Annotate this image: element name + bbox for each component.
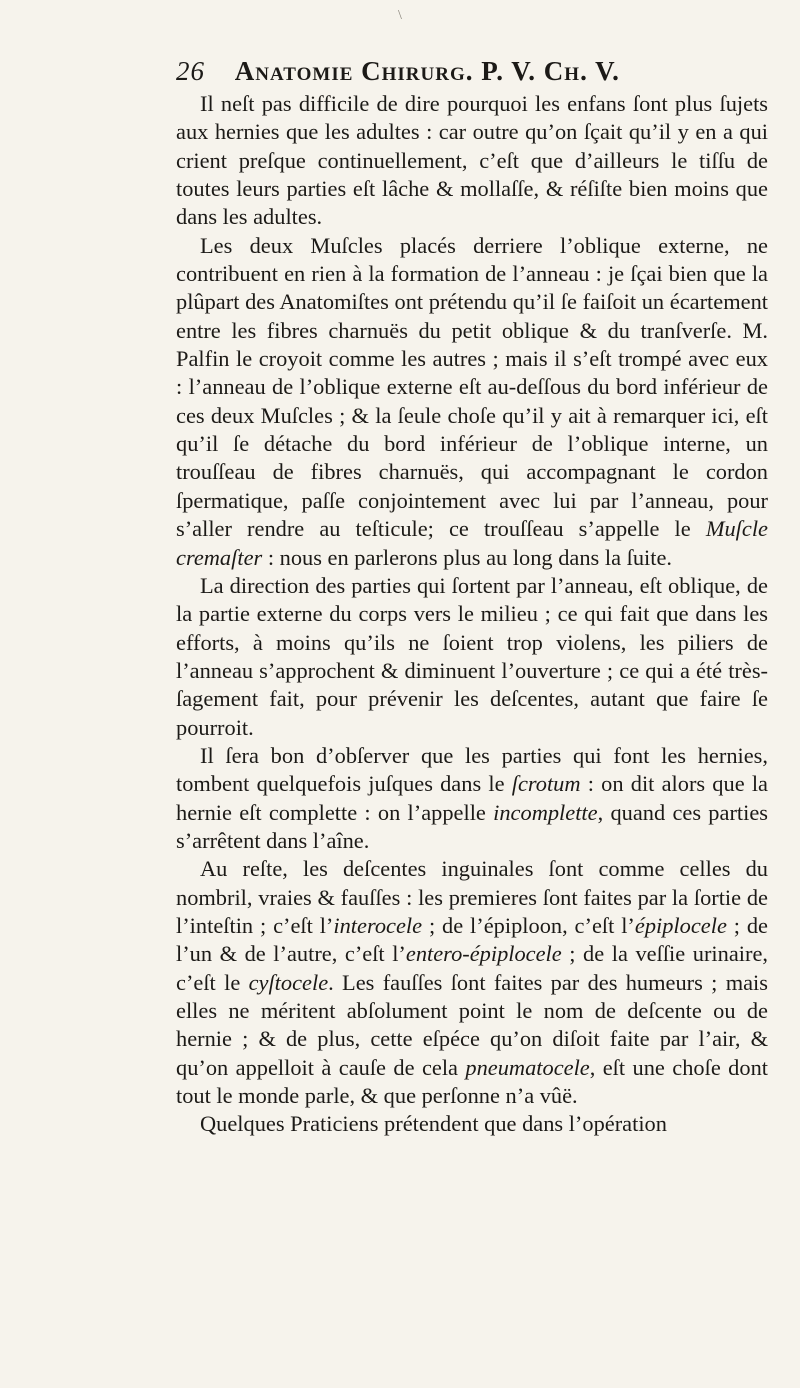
text-run: Il ſera bon d’obſerver que les parties qui font les hernies, tombent quelquefois juſques dans le: [176, 742, 768, 797]
paragraph: [176, 855, 768, 1110]
running-head-title: Anatomie Chirurg. P. V. Ch. V.: [234, 56, 620, 86]
text-run: ; de l’un & de l’autre, c’eſt l’: [176, 912, 768, 967]
text-run: Quelques Praticiens prétendent que dans l’opération: [200, 1111, 667, 1137]
italic-term: Muſcle cremaſter: [176, 516, 768, 570]
italic-term: entero-épiplocele: [405, 941, 562, 967]
paragraph: [176, 90, 768, 232]
paragraph: [176, 572, 768, 742]
text-run: Il neſt pas difficile de dire pourquoi les enfans ſont plus ſujets aux hernies que les adultes : car outre qu’on ſçait qu’il y en a qui crient preſque continuellement, c’eſt que d’ailleurs le tiſſu de toutes leurs parties eſt lâche & mollaſſe, & réſiſte bien moins que dans les adultes.: [176, 91, 768, 230]
text-run: La direction des parties qui ſortent par l’anneau, eſt oblique, de la partie externe du corps vers le milieu ; ce qui fait que dans les efforts, à moins qu’ils ne ſoient trop violens, les piliers de l’anneau s’approchent & diminuent l’ouverture ; ce qui a été très-ſagement fait, pour prévenir les deſcentes, autant que faire ſe pourroit.: [176, 572, 768, 740]
italic-term: interocele: [333, 912, 423, 938]
paragraph: [176, 742, 768, 855]
text-run: : nous en parlerons plus au long dans la ſuite.: [262, 544, 673, 570]
page-number: 26: [176, 56, 205, 86]
italic-term: incomplette: [493, 799, 598, 825]
paragraph: [176, 1110, 768, 1138]
text-run: , eſt une choſe dont tout le monde parle, & que perſonne n’a vûë.: [176, 1054, 768, 1109]
text-run: ; de la veſſie urinaire, c’eſt le: [176, 941, 768, 995]
text-run: ; de l’épiploon, c’eſt l’: [422, 912, 635, 938]
text-run: : on dit alors que la hernie eſt complette : on l’appelle: [176, 771, 768, 825]
italic-term: épiplocele: [634, 912, 727, 938]
italic-term: ſcrotum: [511, 771, 581, 797]
text-run: . Les fauſſes ſont faites par des humeurs ; mais elles ne méritent abſolument point le nom de deſcente ou de hernie ; & de plus, cette eſpéce qu’on diſoit faite par l’air, & qu’on appelloit à cauſe de cela: [176, 969, 768, 1080]
text-run: Les deux Muſcles placés derriere l’oblique externe, ne contribuent en rien à la formation de l’anneau : je ſçai bien que la plûpart des Anatomiſtes ont prétendu qu’il ſe faiſoit un écartement entre les fibres charnuës du petit oblique & du tranſverſe. M. Palfin le croyoit comme les autres ; mais il s’eſt trompé avec eux : l’anneau de l’oblique externe eſt au-deſſous du bord inférieur de ces deux Muſcles ; & la ſeule choſe qu’il y ait à remarquer ici, eſt qu’il ſe détache du bord inférieur de l’oblique interne, un trouſſeau de fibres charnuës, qui accompagnant le cordon ſpermatique, paſſe conjointement avec lui par l’anneau, pour s’aller rendre au teſticule; ce trouſſeau s’appelle le: [176, 232, 768, 542]
paragraph: [176, 232, 768, 572]
text-run: , quand ces parties s’arrêtent dans l’aîne.: [176, 799, 768, 853]
italic-term: cyſtocele: [248, 969, 329, 995]
page-top-mark: \: [398, 8, 402, 23]
running-header: [176, 56, 766, 87]
italic-term: pneumatocele: [465, 1054, 590, 1080]
body-text: [176, 90, 768, 1139]
text-run: Au reſte, les deſcentes inguinales ſont comme celles du nombril, vraies & fauſſes : les premieres ſont faites par la ſortie de l’inteſtin ; c’eſt l’: [176, 856, 768, 938]
